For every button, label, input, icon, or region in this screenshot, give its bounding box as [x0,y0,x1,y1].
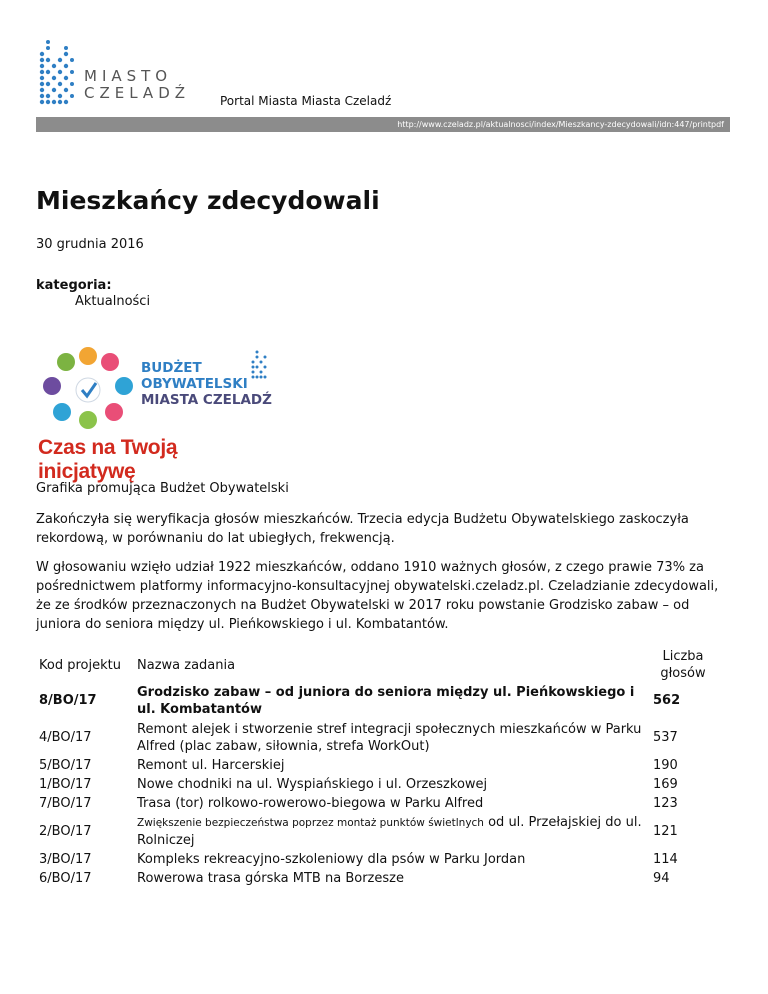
table-row [36,682,716,719]
row-name-rest: od ul. Przełajskiej do ul. Rolniczej [137,815,642,848]
image-caption: Grafika promująca Budżet Obywatelski [36,481,289,496]
results-table [36,648,716,888]
table-row [36,719,716,756]
row-votes: 121 [653,824,678,839]
header-votes-line-1: Liczba [662,649,704,664]
banner-slogan: Czas na Twoją inicjatywę [38,436,178,483]
source-url-bar: http://www.czeladz.pl/aktualnosci/index/Mieszkancy-zdecydowali/idn:447/printpdf [36,117,730,132]
logo-line-1: MIASTO [84,67,173,85]
city-logo [36,38,216,108]
page-title: Mieszkańcy zdecydowali [36,186,380,215]
header-code: Kod projektu [39,657,121,673]
row-votes: 537 [653,730,678,745]
budget-icons-wheel-icon [38,346,138,436]
row-votes: 169 [653,777,678,792]
table-row [36,850,716,869]
city-logo-mark-icon [36,38,76,108]
row-name: Trasa (tor) rolkowo-rowerowo-biegowa w Parku Alfred [137,796,484,811]
row-votes: 562 [653,693,681,708]
row-code: 3/BO/17 [39,852,92,867]
category-value: Aktualności [75,294,151,309]
row-name: Grodzisko zabaw – od juniora do seniora między ul. Pieńkowskiego i ul. Kombatantów [137,684,635,717]
publish-date: 30 grudnia 2016 [36,237,144,252]
table-header-row [36,648,716,682]
banner-title-line-1: BUDŻET [141,360,202,376]
table-row [36,869,716,888]
row-name: Kompleks rekreacyjno-szkoleniowy dla psów w Parku Jordan [137,852,526,867]
row-votes: 190 [653,758,678,773]
city-logo-text [84,68,190,102]
row-name: Rowerowa trasa górska MTB na Borzesze [137,871,404,886]
row-name: Nowe chodniki na ul. Wyspiańskiego i ul. Orzeszkowej [137,777,488,792]
row-code: 5/BO/17 [39,758,92,773]
article-paragraph-1: Zakończyła się weryfikacja głosów mieszkańców. Trzecia edycja Budżetu Obywatelskiego zaskoczyła rekordową, w porównaniu do lat ubiegłych, frekwencją. [36,512,689,546]
row-code: 7/BO/17 [39,796,92,811]
row-name: Remont ul. Harcerskiej [137,758,285,773]
row-code: 8/BO/17 [39,693,97,708]
row-name [134,813,650,850]
row-code: 6/BO/17 [39,871,92,886]
row-code: 2/BO/17 [39,824,92,839]
table-row [36,794,716,813]
header-votes [650,648,716,682]
row-name-small: Zwiększenie bezpieczeństwa poprzez montaż punktów świetlnych [137,817,484,829]
row-votes: 123 [653,796,678,811]
row-votes: 114 [653,852,678,867]
portal-title: Portal Miasta Miasta Czeladź [220,94,392,108]
row-code: 4/BO/17 [39,730,92,745]
banner-title-line-3: MIASTA CZELADŹ [141,392,272,408]
banner-title [141,360,272,408]
table-row [36,775,716,794]
budget-banner-image [36,340,276,483]
banner-title-line-2: OBYWATELSKI [141,376,248,392]
row-code: 1/BO/17 [39,777,92,792]
table-row [36,813,716,850]
article-paragraph-2: W głosowaniu wzięło udział 1922 mieszkańców, oddano 1910 ważnych głosów, z czego prawie 73% za pośrednictwem platformy informacyjno-konsultacyjnej obywatelski.czeladz.pl. Czeladzianie zdecydowali, że ze środków przeznaczonych na Budżet Obywatelski w 2017 roku powstanie Grodzisko zabaw – od juniora do seniora między ul. Pieńkowskiego i ul. Kombatantów. [36,560,719,632]
row-votes: 94 [653,871,670,886]
category-label: kategoria: [36,278,112,293]
table-row [36,756,716,775]
header-votes-line-2: głosów [660,666,706,681]
logo-line-2: CZELADŹ [84,84,191,102]
row-name: Remont alejek i stworzenie stref integracji społecznych mieszkańców w Parku Alfred (plac zabaw, siłownia, strefa WorkOut) [137,721,642,754]
header-name: Nazwa zadania [137,657,236,673]
